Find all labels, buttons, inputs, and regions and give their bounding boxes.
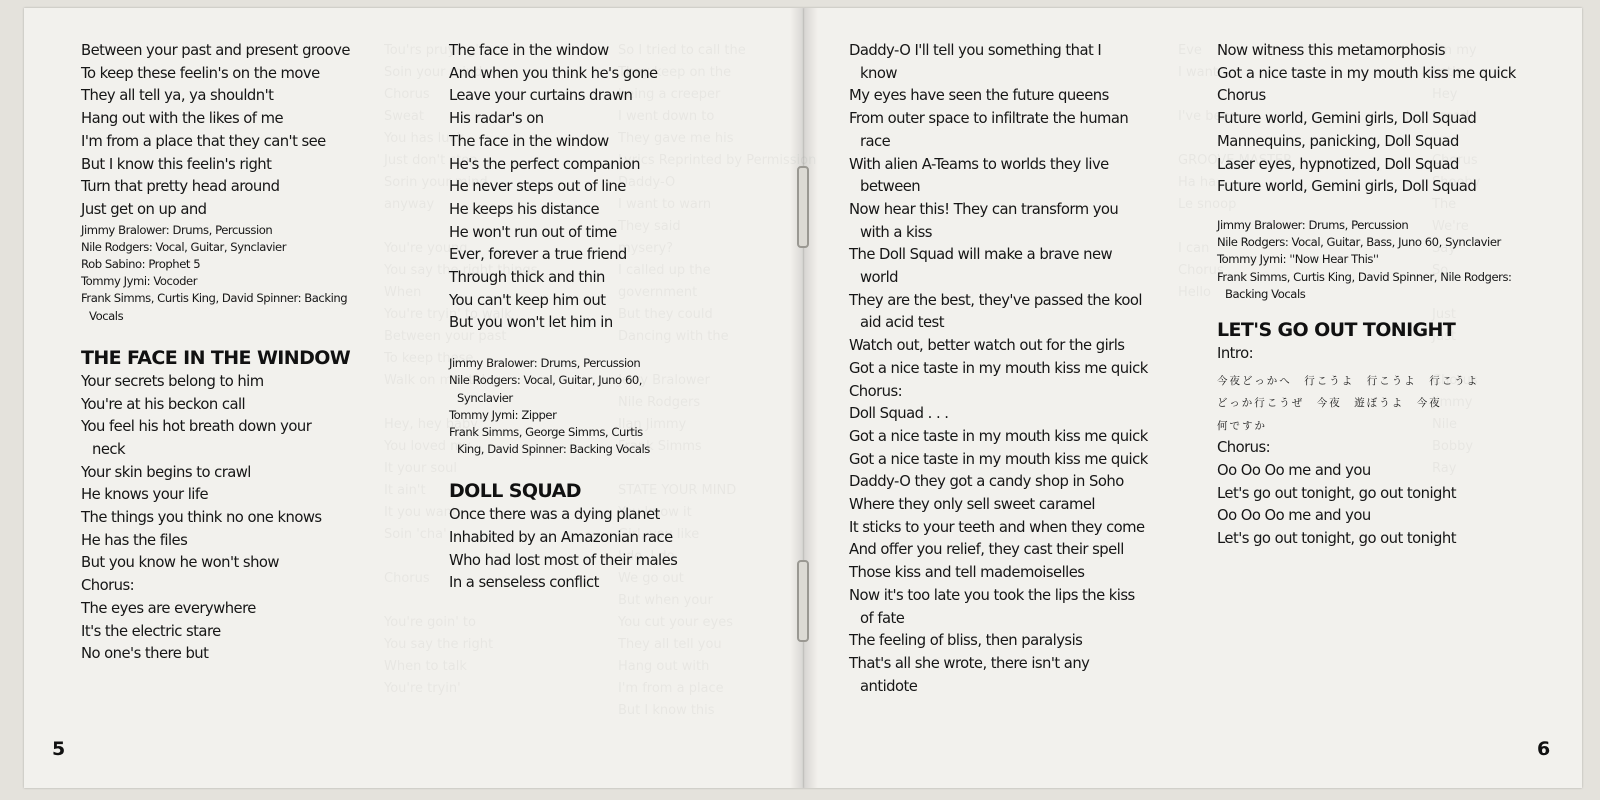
lyric-line: The things you think no one knows — [81, 509, 322, 527]
groove-credits — [81, 222, 350, 325]
chorus-marker — [1217, 85, 1516, 108]
lyric-line: It sticks to your teeth and when they come — [849, 518, 1145, 536]
lyric-line: But you won't let him in — [449, 314, 613, 332]
lyric-line: His radar's on — [449, 110, 544, 128]
credit-line: Nile Rodgers: Vocal, Guitar, Bass, Juno 60, Synclavier — [1217, 235, 1501, 250]
credit-line: Jimmy Bralower: Drums, Percussion — [1217, 217, 1409, 232]
future-stanza — [1217, 108, 1516, 199]
lyric-line: The face in the window — [449, 132, 609, 150]
doll-stanza-2 — [849, 471, 1148, 698]
column-4 — [1217, 40, 1516, 551]
credit-line: Tommy Jymi: Vocoder — [81, 274, 198, 289]
lyric-line: Hang out with the likes of me — [81, 110, 284, 128]
lyric-line: And offer you relief, they cast their spell — [849, 541, 1124, 559]
lyric-line: Your secrets belong to him — [81, 372, 264, 390]
doll-stanza-3 — [1217, 40, 1516, 85]
lyric-line: Got a nice taste in my mouth kiss me quick — [1217, 64, 1516, 82]
lyric-line: Oo Oo Oo me and you — [1217, 461, 1371, 479]
intro-block — [1217, 343, 1516, 366]
lyric-line: Let's go out tonight, go out tonight — [1217, 484, 1456, 502]
lyric-line: But I know this feelin's right — [81, 155, 272, 173]
groove-stanza — [81, 40, 350, 222]
japanese-line: どっか行こうぜ 今夜 遊ぼうよ 今夜 — [1217, 397, 1442, 410]
doll-credits — [1217, 217, 1516, 303]
lyric-line: I'm from a place that they can't see — [81, 132, 326, 150]
lyric-line: The face in the window — [449, 42, 609, 59]
credit-line: Synclavier — [457, 390, 513, 405]
lyric-line: The Doll Squad will make a brave new — [849, 246, 1113, 264]
page-number-left: 5 — [52, 738, 66, 760]
page-number-right: 6 — [1537, 738, 1551, 760]
chorus-label: Chorus: — [849, 382, 903, 400]
lyric-line: with a kiss — [860, 223, 932, 241]
column-2 — [449, 40, 677, 595]
credit-line: Frank Simms, George Simms, Curtis — [449, 424, 643, 439]
lyric-line: With alien A-Teams to worlds they live — [849, 155, 1109, 173]
chorus-label: Chorus: — [1217, 439, 1271, 457]
lyric-line: Let's go out tonight, go out tonight — [1217, 529, 1456, 547]
lyric-line: Now witness this metamorphosis — [1217, 42, 1446, 59]
doll-chorus — [849, 381, 1148, 472]
credit-line: Frank Simms, Curtis King, David Spinner, Nile Rodgers: — [1217, 269, 1512, 284]
intro-label: Intro: — [1217, 344, 1254, 362]
doll-stanza-1 — [849, 40, 1148, 381]
lyric-line: race — [860, 132, 891, 150]
lyric-line: know — [860, 64, 897, 82]
lyric-line: Mannequins, panicking, Doll Squad — [1217, 132, 1459, 150]
credit-line: Rob Sabino: Prophet 5 — [81, 257, 201, 272]
lyric-line: Doll Squad . . . — [849, 405, 949, 423]
column-1 — [81, 40, 350, 666]
lyric-line: antidote — [860, 677, 918, 695]
lyric-line: Watch out, better watch out for the girls — [849, 337, 1125, 355]
song-title-lets-go-out-tonight: LET'S GO OUT TONIGHT — [1217, 318, 1456, 341]
doll-verse — [449, 504, 677, 595]
lyric-line: You feel his hot breath down your — [81, 418, 312, 436]
lyric-line: Oo Oo Oo me and you — [1217, 507, 1371, 525]
face-verse — [81, 371, 350, 575]
credit-line: Backing Vocals — [1225, 286, 1306, 301]
lyric-line: The feeling of bliss, then paralysis — [849, 632, 1083, 650]
lyric-line: Through thick and thin — [449, 269, 605, 287]
lyric-line: Ever, forever a true friend — [449, 246, 627, 264]
lyric-line: They all tell ya, ya shouldn't — [81, 87, 274, 105]
lyric-line: That's all she wrote, there isn't any — [849, 654, 1090, 672]
credit-line: Jimmy Bralower: Drums, Percussion — [449, 356, 641, 371]
song-title-doll-squad: DOLL SQUAD — [449, 480, 581, 503]
lyric-line: Once there was a dying planet — [449, 506, 660, 524]
credit-line: Vocals — [89, 308, 124, 323]
lyric-line: Got a nice taste in my mouth kiss me quick — [849, 427, 1148, 445]
japanese-line: 何ですか — [1217, 419, 1267, 432]
lyric-line: Leave your curtains drawn — [449, 87, 633, 105]
lyric-line: They are the best, they've passed the kool — [849, 291, 1142, 309]
lyric-line: Daddy-O I'll tell you something that I — [849, 42, 1102, 59]
lyric-line: Where they only sell sweet caramel — [849, 496, 1095, 514]
lyric-line: Now it's too late you took the lips the kiss — [849, 586, 1135, 604]
lyric-line: He has the files — [81, 531, 188, 549]
lyric-line: Just get on up and — [81, 200, 207, 218]
face-credits — [449, 355, 677, 458]
lyric-line: Between your past and present groove — [81, 42, 350, 59]
lyric-line: world — [860, 269, 898, 287]
lyric-line: Now hear this! They can transform you — [849, 200, 1119, 218]
lyric-line: To keep these feelin's on the move — [81, 64, 320, 82]
lyric-line: Those kiss and tell mademoiselles — [849, 564, 1085, 582]
lets-chorus — [1217, 437, 1516, 551]
chorus-label: Chorus: — [81, 577, 135, 595]
japanese-line: 今夜どっかへ 行こうよ 行こうよ 行こうよ — [1217, 374, 1480, 387]
lyric-line: Laser eyes, hypnotized, Doll Squad — [1217, 155, 1459, 173]
lyric-line: And when you think he's gone — [449, 64, 658, 82]
lyric-line: Future world, Gemini girls, Doll Squad — [1217, 110, 1477, 128]
lyric-line: It's the electric stare — [81, 622, 221, 640]
credit-line: Nile Rodgers: Vocal, Guitar, Juno 60, — [449, 373, 643, 388]
lyric-line: He's the perfect companion — [449, 155, 640, 173]
lyric-line: In a senseless conflict — [449, 574, 599, 592]
column-3 — [849, 40, 1148, 698]
lyric-line: Got a nice taste in my mouth kiss me quick — [849, 359, 1148, 377]
credit-line: Jimmy Bralower: Drums, Percussion — [81, 222, 273, 237]
credit-line: Nile Rodgers: Vocal, Guitar, Synclavier — [81, 239, 287, 254]
japanese-intro — [1217, 370, 1516, 438]
lyric-line: Your skin begins to crawl — [81, 463, 251, 481]
lyric-line: He keeps his distance — [449, 200, 600, 218]
lyric-line: Daddy-O they got a candy shop in Soho — [849, 473, 1124, 491]
lyric-line: Got a nice taste in my mouth kiss me quick — [849, 450, 1148, 468]
face-chorus — [81, 575, 350, 666]
face-stanza-1 — [449, 40, 677, 154]
lyric-line: You're at his beckon call — [81, 395, 246, 413]
lyric-line: You can't keep him out — [449, 291, 606, 309]
lyric-line: From outer space to infiltrate the human — [849, 110, 1129, 128]
lyric-line: Turn that pretty head around — [81, 178, 280, 196]
lyric-line: Inhabited by an Amazonian race — [449, 529, 673, 547]
lyric-line: between — [860, 178, 921, 196]
credit-line: Tommy Jymi: ''Now Hear This'' — [1217, 252, 1379, 267]
lyric-line: The eyes are everywhere — [81, 599, 256, 617]
lyric-line: My eyes have seen the future queens — [849, 87, 1109, 105]
lyric-line: He knows your life — [81, 486, 209, 504]
lyric-line: of fate — [860, 609, 905, 627]
lyric-line: Who had lost most of their males — [449, 551, 678, 569]
lyric-line: Future world, Gemini girls, Doll Squad — [1217, 178, 1477, 196]
credit-line: Frank Simms, Curtis King, David Spinner: Backing — [81, 291, 348, 306]
song-title-face-in-the-window: THE FACE IN THE WINDOW — [81, 346, 351, 369]
lyric-line: aid acid test — [860, 314, 944, 332]
chorus-label: Chorus — [1217, 87, 1266, 105]
lyric-line: But you know he won't show — [81, 554, 279, 572]
credit-line: King, David Spinner: Backing Vocals — [457, 442, 650, 457]
credit-line: Tommy Jymi: Zipper — [449, 407, 557, 422]
lyric-line: He won't run out of time — [449, 223, 617, 241]
lyric-line: He never steps out of line — [449, 178, 626, 196]
lyric-line: neck — [92, 440, 125, 458]
face-stanza-2 — [449, 154, 677, 336]
lyric-line: No one's there but — [81, 645, 209, 663]
